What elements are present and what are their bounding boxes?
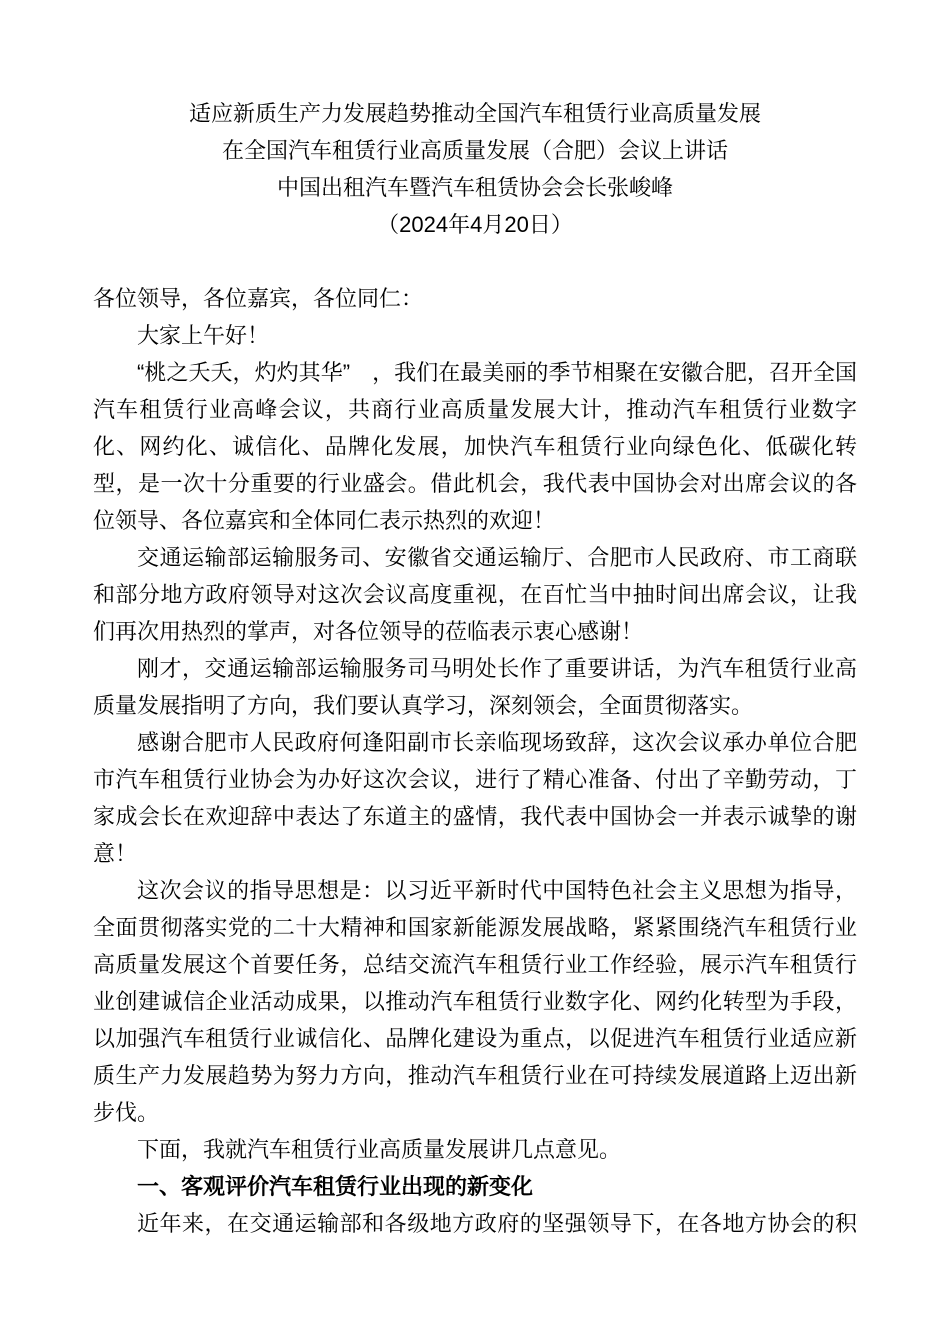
title-line-4-date: （2024年4月20日） (377, 212, 573, 237)
body-paragraph-2: “桃之夭夭，灼灼其华” ，我们在最美丽的季节相聚在安徽合肥，召开全国汽车租赁行业高峰会议，共商行业高质量发展大计，推动汽车租赁行业数字化、网约化、诚信化、品牌化发展，加快汽车租赁行业向绿色化、低碳化转型，是一次十分重要的行业盛会。借此机会，我代表中国协会对出席会议的各位领导、各位嘉宾和全体同仁表示热烈的欢迎！ (93, 360, 857, 533)
body-paragraph-1: 大家上午好！ (137, 323, 270, 348)
body-paragraph-6: 这次会议的指导思想是：以习近平新时代中国特色社会主义思想为指导，全面贯彻落实党的二十大精神和国家新能源发展战略，紧紧围绕汽车租赁行业高质量发展这个首要任务，总结交流汽车租赁行业工作经验，展示汽车租赁行业创建诚信企业活动成果，以推动汽车租赁行业数字化、网约化转型为手段，以加强汽车租赁行业诚信化、品牌化建设为重点，以促进汽车租赁行业适应新质生产力发展趋势为努力方向，推动汽车租赁行业在可持续发展道路上迈出新步伐。 (93, 878, 857, 1125)
document-body (93, 280, 857, 1242)
title-line-1: 适应新质生产力发展趋势推动全国汽车租赁行业高质量发展 (188, 101, 761, 126)
title-line-3: 中国出租汽车暨汽车租赁协会会长张峻峰 (276, 175, 673, 200)
body-paragraph-7: 下面，我就汽车租赁行业高质量发展讲几点意见。 (137, 1137, 622, 1162)
document-title (93, 95, 857, 243)
title-line-2: 在全国汽车租赁行业高质量发展（合肥）会议上讲话 (221, 138, 728, 163)
body-paragraph-9-cutoff: 近年来，在交通运输部和各级地方政府的坚强领导下，在各地方协会的积 (137, 1211, 857, 1236)
body-paragraph-5: 感谢合肥市人民政府何逢阳副市长亲临现场致辞，这次会议承办单位合肥市汽车租赁行业协会为办好这次会议，进行了精心准备、付出了辛勤劳动，丁家成会长在欢迎辞中表达了东道主的盛情，我代表中国协会一并表示诚挚的谢意！ (93, 730, 857, 866)
section-heading-1: 一、客观评价汽车租赁行业出现的新变化 (137, 1174, 534, 1199)
body-paragraph-3: 交通运输部运输服务司、安徽省交通运输厅、合肥市人民政府、市工商联和部分地方政府领导对这次会议高度重视，在百忙当中抽时间出席会议，让我们再次用热烈的掌声，对各位领导的莅临表示衷心感谢！ (93, 545, 857, 644)
salutation-line: 各位领导，各位嘉宾，各位同仁： (93, 286, 424, 311)
body-paragraph-4: 刚才，交通运输部运输服务司马明处长作了重要讲话，为汽车租赁行业高质量发展指明了方向，我们要认真学习，深刻领会，全面贯彻落实。 (93, 656, 857, 718)
